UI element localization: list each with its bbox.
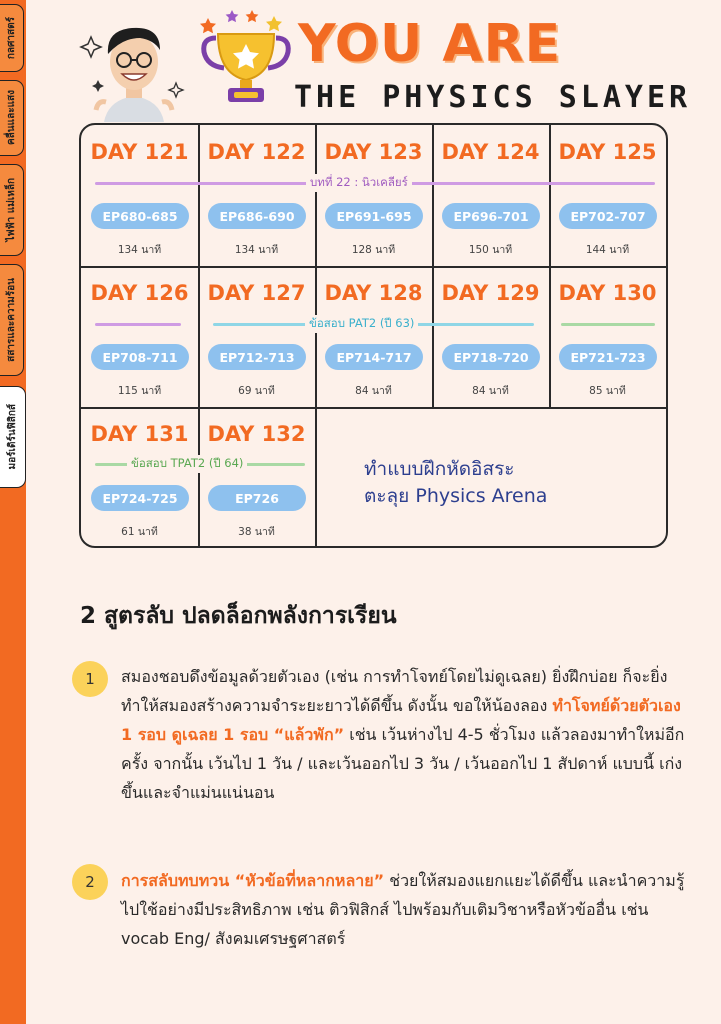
episode-badge: EP686-690 [208,203,306,229]
episode-badge: EP714-717 [325,344,423,370]
side-tab-label: คลื่นและแสง [6,90,17,146]
duration-text: 115 นาที [117,385,162,397]
side-tab-label: ไฟฟ้า แม่เหล็ก [6,178,17,242]
side-tab-electricity-magnetism[interactable] [0,164,24,256]
day-label: DAY 122 [207,140,306,164]
duration-text: 38 นาที [238,526,275,538]
day-label: DAY 128 [324,281,423,305]
practice-note [364,456,547,510]
title-physics-slayer: THE PHYSICS SLAYER [294,80,692,115]
star-icon [200,10,282,33]
topic-label-pat2: ข้อสอบ PAT2 (ปี 63) [305,315,418,333]
episode-badge: EP702-707 [559,203,657,229]
episode-badge: EP726 [208,485,306,511]
episode-badge: EP724-725 [91,485,189,511]
day-label: DAY 131 [90,422,189,446]
side-tab-matter-heat[interactable] [0,264,24,376]
duration-text: 128 นาที [351,244,396,256]
topic-bar-day130 [561,323,655,326]
side-tab-modern-physics[interactable] [0,386,26,488]
topic-bar-day126 [95,323,181,326]
duration-text: 69 นาที [238,385,275,397]
avatar [78,14,190,122]
day-label: DAY 127 [207,281,306,305]
duration-text: 134 นาที [234,244,279,256]
section-heading: 2 สูตรลับ ปลดล็อกพลังการเรียน [80,603,397,629]
tip-highlight: ทำโจทย์ด้วยตัวเอง 1 รอบ ดูเฉลย 1 รอบ “แล้วพัก” [121,696,681,744]
duration-text: 61 นาที [121,526,158,538]
day-label: DAY 126 [90,281,189,305]
duration-text: 84 นาที [472,385,509,397]
duration-text: 84 นาที [355,385,392,397]
grid-divider [81,266,668,268]
episode-badge: EP718-720 [442,344,540,370]
day-label: DAY 124 [441,140,540,164]
trophy-icon [194,8,298,108]
side-tab-label: มอร์เดิร์นฟิสิกส์ [7,404,18,470]
episode-badge: EP680-685 [91,203,189,229]
day-label: DAY 132 [207,422,306,446]
schedule-grid [79,123,668,548]
tip-text: เช่น เว้นห่างไป 4-5 ชั่วโมง แล้วลองมาทำใหม่อีกครั้ง จากนั้น เว้นไป 1 วัน / และเว้นออกไป 3 วัน / เว้นออกไป 1 สัปดาห์ แบบนี้ เก่งขึ้นและจำแม่นแน่นอน [121,725,685,802]
tip-paragraph [121,866,691,953]
episode-badge: EP708-711 [91,344,189,370]
tip-paragraph [121,662,691,807]
day-label: DAY 123 [324,140,423,164]
day-label: DAY 130 [558,281,657,305]
tip-highlight: การสลับทบทวน “หัวข้อที่หลากหลาย” [121,871,385,890]
duration-text: 144 นาที [585,244,630,256]
episode-badge: EP696-701 [442,203,540,229]
tip-number-badge: 2 [72,864,108,900]
practice-note-line1: ทำแบบฝึกหัดอิสระ [364,458,515,480]
day-label: DAY 129 [441,281,540,305]
duration-text: 85 นาที [589,385,626,397]
episode-badge: EP721-723 [559,344,657,370]
topic-label-nuclear: บทที่ 22 : นิวเคลียร์ [306,174,412,192]
grid-divider [198,125,200,548]
side-tab-label: กลศาสตร์ [6,16,17,60]
side-tab-label: สสารและความร้อน [6,278,17,362]
day-label: DAY 121 [90,140,189,164]
practice-note-line2: ตะลุย Physics Arena [364,485,548,507]
tip-text: ช่วยให้สมองแยกแยะได้ดีขึ้น และนำความรู้ไปใช้อย่างมีประสิทธิภาพ เช่น ติวฟิสิกส์ ไปพร้อมกับเติมวิชาหรือหัวข้ออื่น เช่น vocab Eng/ สังคมเศรษฐศาสตร์ [121,871,685,948]
grid-divider [81,407,668,409]
day-label: DAY 125 [558,140,657,164]
duration-text: 134 นาที [117,244,162,256]
topic-label-tpat2: ข้อสอบ TPAT2 (ปี 64) [127,455,247,473]
side-tab-waves-light[interactable] [0,80,24,156]
title-you-are: YOU ARE [298,14,562,74]
side-tab-mechanics[interactable] [0,4,24,72]
episode-badge: EP691-695 [325,203,423,229]
tip-text: สมองชอบดึงข้อมูลด้วยตัวเอง (เช่น การทำโจทย์โดยไม่ดูเฉลย) ยิ่งฝึกบ่อย ก็จะยิ่งทำให้สมองสร้างความจำระยะยาวได้ดีขึ้น ดังนั้น ขอให้น้องลอง [121,667,668,715]
episode-badge: EP712-713 [208,344,306,370]
tip-number-badge: 1 [72,661,108,697]
duration-text: 150 นาที [468,244,513,256]
